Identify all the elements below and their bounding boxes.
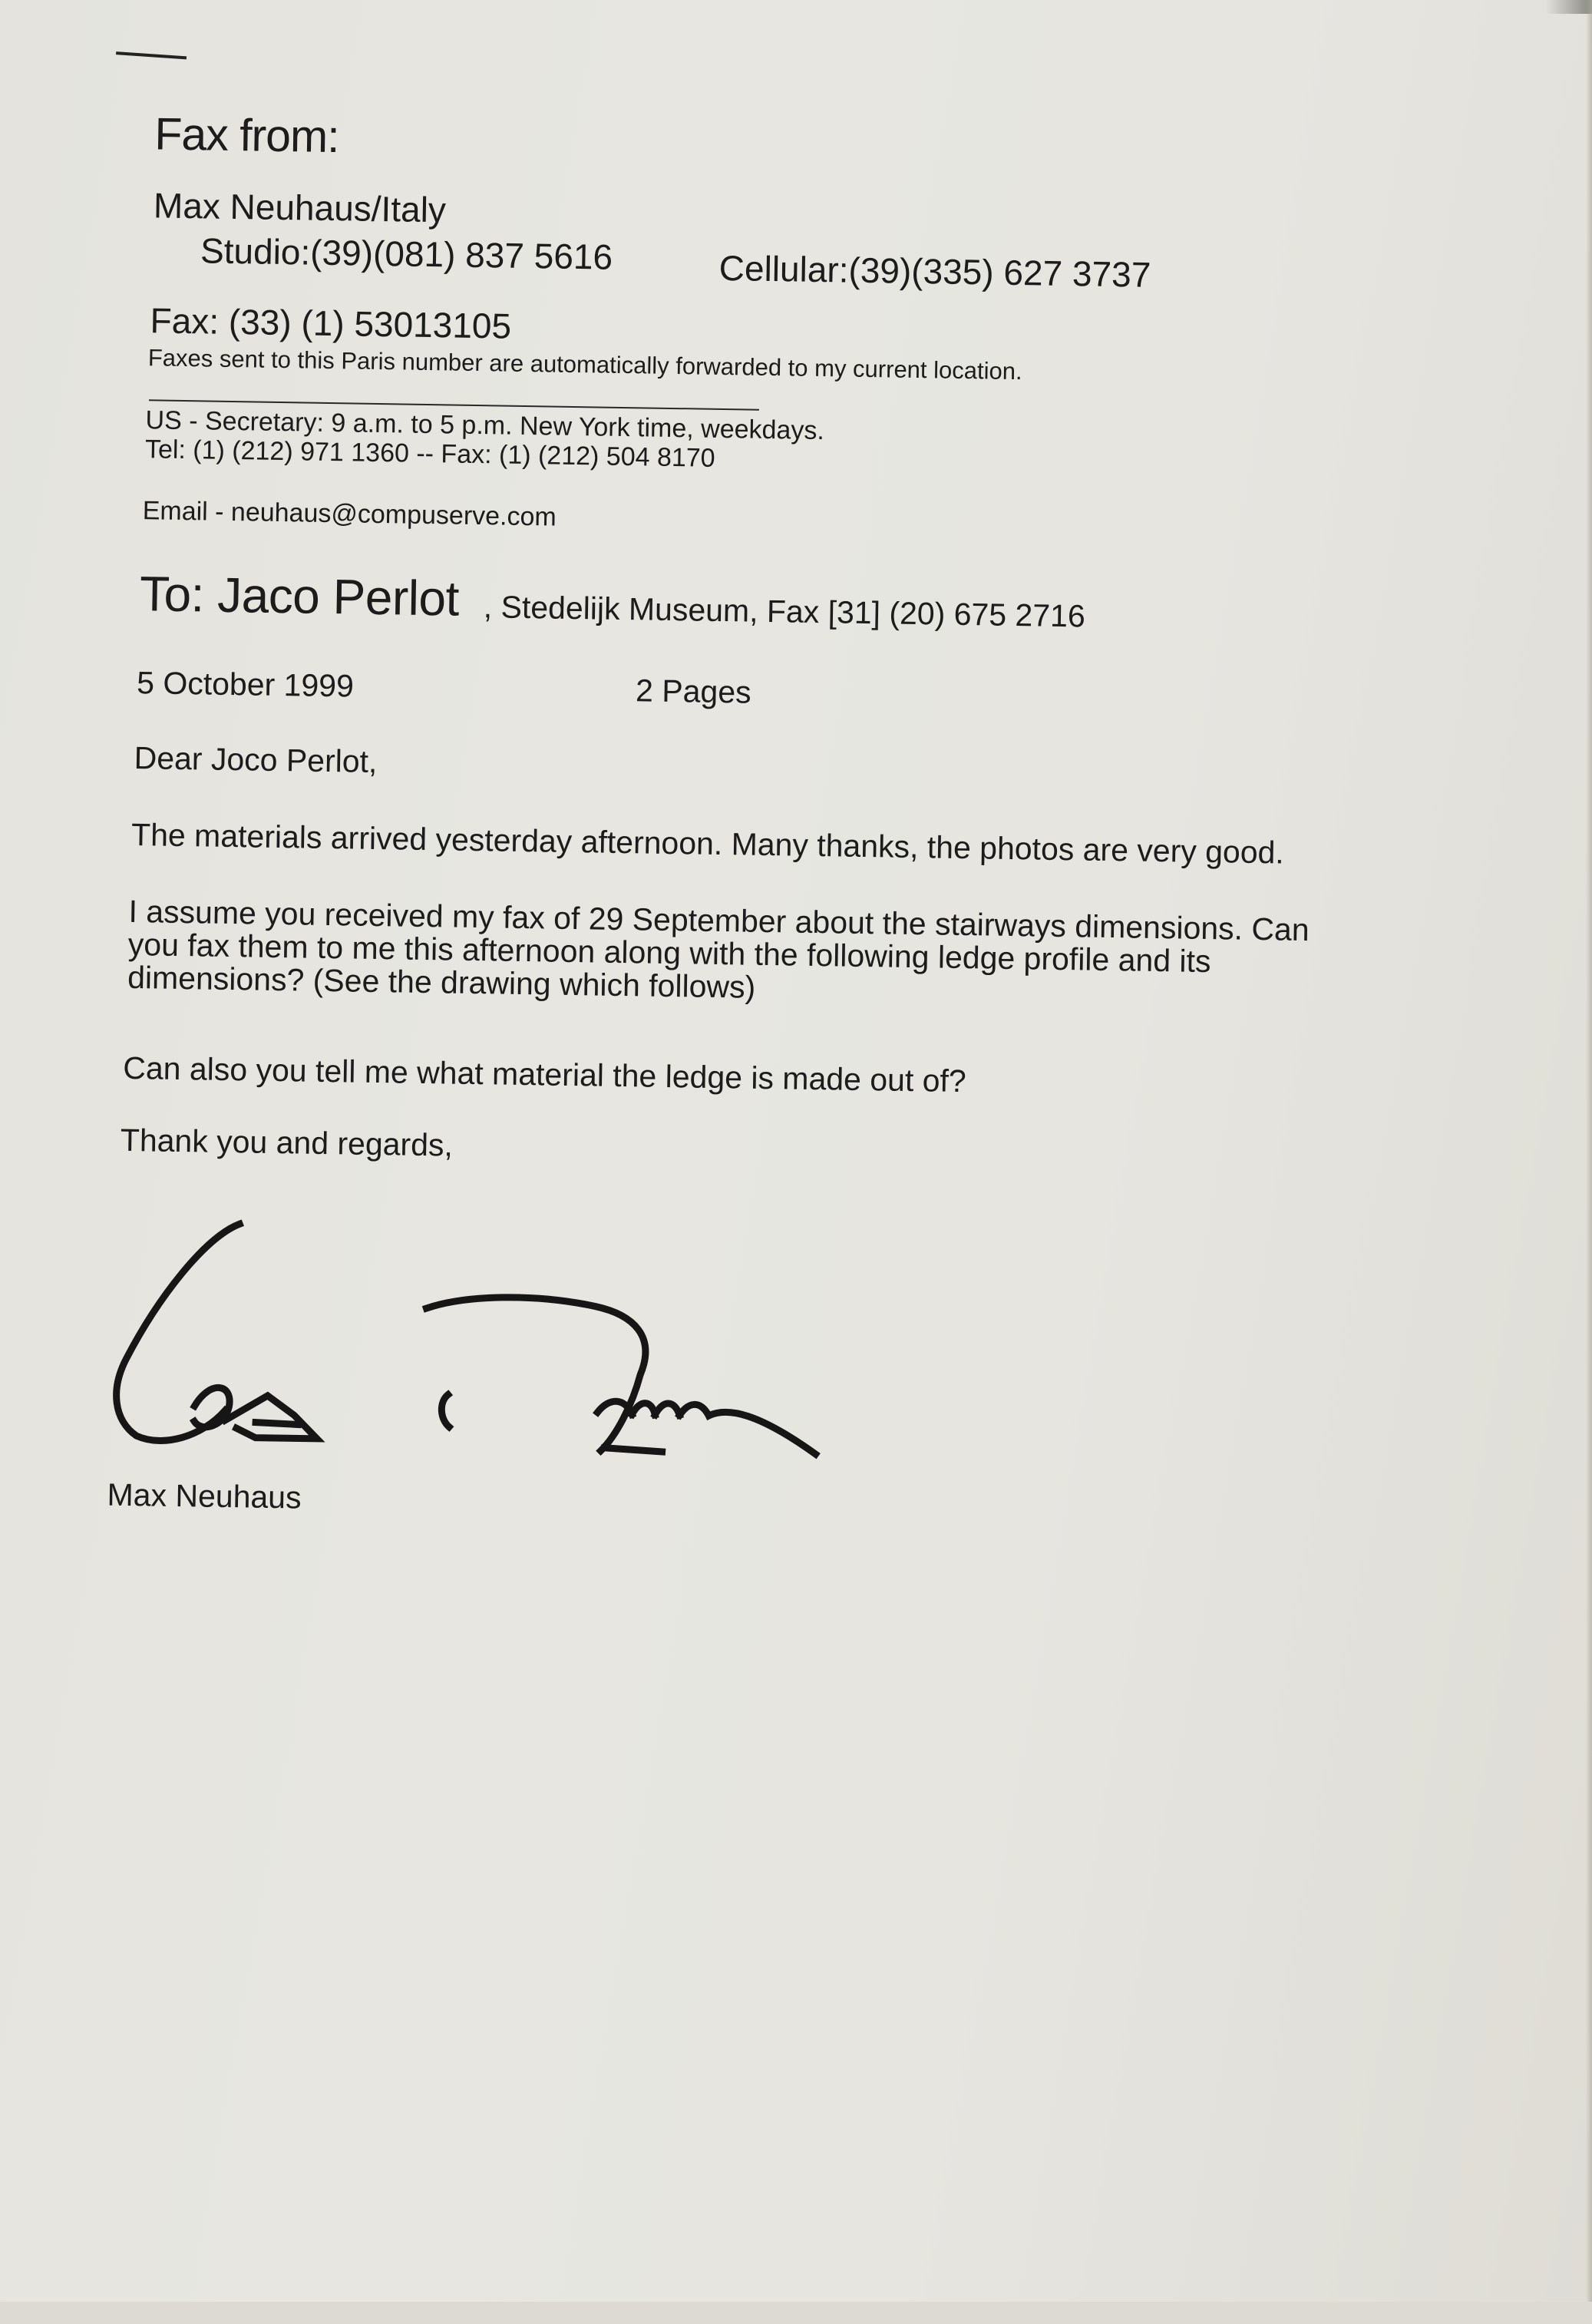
sender-name: Max Neuhaus/Italy — [153, 185, 447, 230]
paragraph-2: I assume you received my fax of 29 September about the stairways dimensions. Can you fax them to me this afternoon along with the following ledge profile and its dimensions? (See the drawing which follows) — [127, 893, 1310, 1005]
fax-heading: Fax from: — [154, 108, 340, 163]
pen-mark — [116, 51, 187, 59]
greeting: Dear Joco Perlot, — [134, 740, 378, 779]
signature-name: Max Neuhaus — [107, 1476, 302, 1516]
forward-note: Faxes sent to this Paris number are automatically forwarded to my current location. — [147, 344, 1022, 385]
us-contact: Tel: (1) (212) 971 1360 -- Fax: (1) (212) 504 8170 — [144, 435, 715, 473]
closing: Thank you and regards, — [120, 1122, 454, 1163]
email: Email - neuhaus@compuserve.com — [142, 496, 557, 532]
studio-phone: Studio:(39)(081) 837 5616 — [200, 230, 613, 277]
page-count: 2 Pages — [635, 673, 751, 710]
handwritten-signature — [101, 1213, 842, 1486]
fax-number: Fax: (33) (1) 53013105 — [150, 300, 512, 346]
corner-shadow — [1546, 0, 1592, 14]
date: 5 October 1999 — [136, 665, 355, 704]
us-secretary: US - Secretary: 9 a.m. to 5 p.m. New York time, weekdays. — [145, 405, 825, 446]
paragraph-1: The materials arrived yesterday afternoon. Many thanks, the photos are very good. — [130, 816, 1285, 871]
paragraph-3: Can also you tell me what material the ledge is made out of? — [122, 1050, 967, 1099]
cellular-phone: Cellular:(39)(335) 627 3737 — [718, 247, 1151, 295]
recipient-name: To: Jaco Perlot — [139, 566, 460, 626]
recipient-details: , Stedelijk Museum, Fax [31] (20) 675 2716 — [483, 589, 1086, 634]
